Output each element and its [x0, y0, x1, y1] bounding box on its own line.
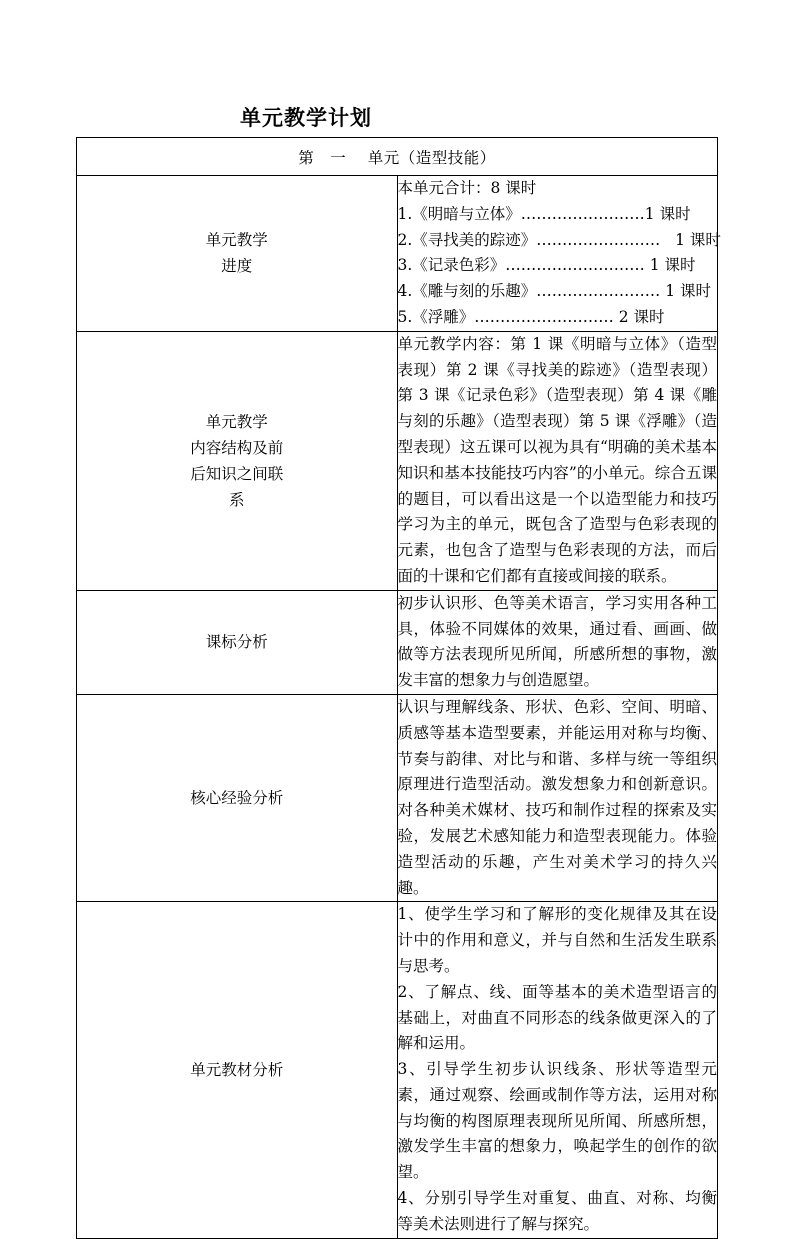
- page-title: 单元教学计划: [240, 106, 372, 130]
- table-row: [77, 176, 718, 332]
- progress-lesson-3: 3.《记录色彩》……………………… 1 课时: [397, 256, 696, 275]
- row-label-curriculum: [77, 590, 398, 694]
- label-text: 核心经验分析: [190, 789, 284, 808]
- unit-plan-table: [76, 137, 721, 1239]
- unit-header: 第 一 单元（造型技能）: [77, 138, 718, 176]
- table-row: [77, 902, 718, 1238]
- label-text: 单元教学 内容结构及前 后知识之间联 系: [190, 412, 284, 509]
- table-row: [77, 694, 718, 901]
- row-label-textbook: [77, 902, 398, 1238]
- label-text: 课标分析: [205, 633, 268, 652]
- label-text: 单元教学 进度: [205, 231, 268, 276]
- table-row: [77, 331, 718, 590]
- textbook-point-1: 1、使学生学习和了解形的变化规律及其在设计中的作用和意义，并与自然和生活发生联系与思考。: [397, 905, 717, 975]
- progress-lesson-5: 5.《浮雕》……………………… 2 课时: [397, 307, 665, 326]
- table-row: [77, 590, 718, 694]
- label-text: 单元教材分析: [190, 1060, 284, 1079]
- row-content-core-experience: [397, 694, 718, 901]
- row-label-structure: [77, 331, 398, 590]
- table-header-row: [77, 138, 718, 176]
- row-content-textbook: [397, 902, 718, 1238]
- curriculum-text: 初步认识形、色等美术语言，学习实用各种工具，体验不同媒体的效果，通过看、画画、做做等方法表现所见所闻，所感所想的事物，激发丰富的想象力与创造愿望。: [397, 593, 717, 690]
- progress-total: 本单元合计：8 课时: [397, 179, 537, 197]
- row-content-curriculum: [397, 590, 718, 694]
- row-label-progress: [77, 176, 398, 332]
- textbook-point-4: 4、分别引导学生对重复、曲直、对称、均衡等美术法则进行了解与探究。: [397, 1189, 717, 1233]
- progress-lesson-4: 4.《雕与刻的乐趣》…………………… 1 课时: [397, 282, 712, 301]
- progress-lesson-1: 1.《明暗与立体》……………………1 课时: [397, 204, 691, 223]
- textbook-point-2: 2、了解点、线、面等基本的美术造型语言的基础上，对曲直不同形态的线条做更深入的了解和运用。: [397, 982, 717, 1053]
- core-experience-text: 认识与理解线条、形状、色彩、空间、明暗、质感等基本造型要素，并能运用对称与均衡、节奏与韵律、对比与和谐、多样与统一等组织原理进行造型活动。激发想象力和创新意识。对各种美术媒材、技巧和制作过程的探索及实验，发展艺术感知能力和造型表现能力。体验造型活动的乐趣，产生对美术学习的持久兴趣。: [397, 697, 717, 897]
- row-content-structure: [397, 331, 718, 590]
- structure-text: 单元教学内容：第 1 课《明暗与立体》（造型表现）第 2 课《寻找美的踪迹》（造型表现）第 3 课《记录色彩》（造型表现）第 4 课《雕与刻的乐趣》（造型表现）第 5 课《浮雕》（造型表现）这五课可以视为具有“明确的美术基本知识和基本技能技巧内容”的小单元。综合五课的题目，可以看出这是一个以造型能力和技巧学习为主的单元，既包含了造型与色彩表现的元素，也包含了造型与色彩表现的方法，而后面的十课和它们都有直接或间接的联系。: [397, 334, 717, 585]
- progress-lesson-2: 2.《寻找美的踪迹》…………………… 1 课时: [397, 230, 721, 249]
- row-content-progress: [397, 176, 721, 332]
- row-label-core-experience: [77, 694, 398, 901]
- textbook-point-3: 3、引导学生初步认识线条、形状等造型元素，通过观察、绘画或制作等方法，运用对称与均衡的构图原理表现所见所闻、所感所想，激发学生丰富的想象力，唤起学生的创作的欲望。: [397, 1060, 717, 1182]
